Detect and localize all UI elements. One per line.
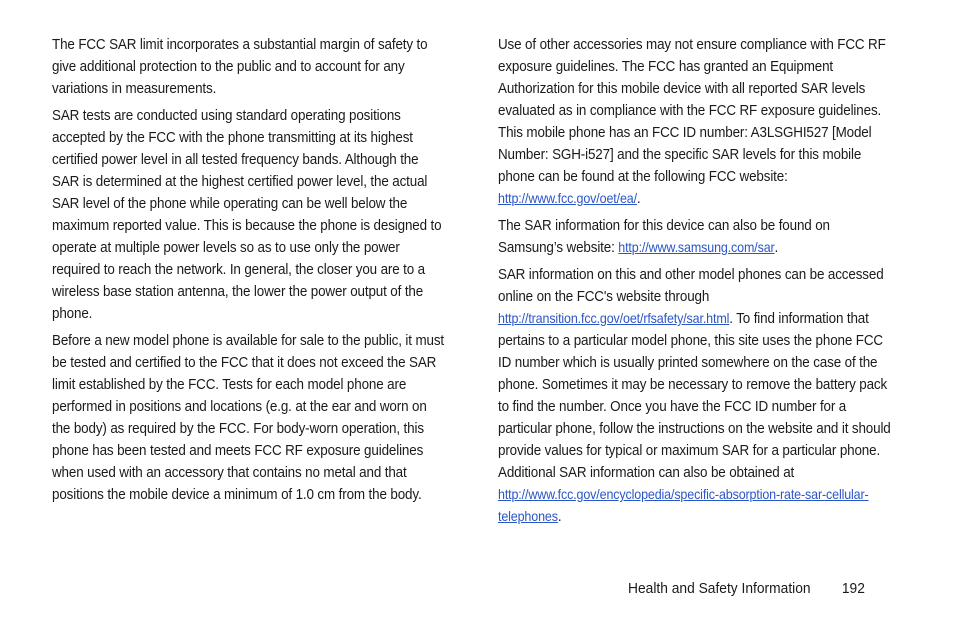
left-column [52, 34, 448, 511]
paragraph-certification: Before a new model phone is available for sale to the public, it must be tested and certified to the FCC that it does not exceed the SAR limit established by the FCC. Tests for each model phone are performed in positions and locations (e.g. at the ear and worn on the body) as required by the FCC. For body-worn operation, this phone has been tested and meets FCC RF exposure guidelines when used with an accessory that contains no metal and that positions the mobile device a minimum of 1.0 cm from the body. [52, 333, 445, 503]
paragraph-sar-info [498, 264, 894, 528]
samsung-sar-link[interactable]: http://www.samsung.com/sar [618, 240, 775, 255]
footer-section-title: Health and Safety Information [628, 580, 811, 597]
fcc-encyclopedia-link[interactable]: http://www.fcc.gov/encyclopedia/specific-absorption-rate-sar-cellular-telephones [498, 487, 869, 524]
samsung-sar-end: . [774, 240, 779, 256]
sar-info-end: . [557, 509, 562, 525]
page-footer [628, 578, 865, 600]
paragraph-sar-tests: SAR tests are conducted using standard operating positions accepted by the FCC with the phone transmitting at its highest certified power level in all tested frequency bands. Although the SAR is determined at the highest certified power level, the actual SAR level of the phone while operating can be well below the maximum reported value. This is because the phone is designed to operate at multiple power levels so as to use only the power required to reach the network. In general, the closer you are to a wireless base station antenna, the lower the power output of the phone. [52, 108, 442, 322]
accessories-end: . [636, 191, 641, 207]
accessories-text: Use of other accessories may not ensure compliance with FCC RF exposure guidelines. The FCC has granted an Equipment Authorization for this mobile device with all reported SAR levels evaluated as in compliance with the FCC RF exposure guidelines. This mobile phone has an FCC ID number: A3LSGHI527 [Model Number: SGH-i527] and the specific SAR levels for this mobile phone can be found at the following FCC website: [498, 37, 886, 185]
samsung-sar-text: The SAR information for this device can also be found on Samsung’s website: [498, 218, 830, 256]
sar-info-text: SAR information on this and other model phones can be accessed online on the FCC's website through [498, 267, 884, 305]
right-column [498, 34, 894, 533]
paragraph-sar-limit: The FCC SAR limit incorporates a substantial margin of safety to give additional protection to the public and to account for any variations in measurements. [52, 37, 428, 97]
paragraph-accessories [498, 34, 894, 210]
paragraph-samsung-sar [498, 215, 894, 259]
fcc-rfsafety-link[interactable]: http://transition.fcc.gov/oet/rfsafety/sar.html [498, 311, 730, 326]
page-number: 192 [841, 580, 865, 597]
fcc-ea-link[interactable]: http://www.fcc.gov/oet/ea/ [498, 191, 637, 206]
sar-info-mid: . To find information that pertains to a particular model phone, this site uses the phone FCC ID number which is usually printed somewhere on the case of the phone. Sometimes it may be necessary to remove the battery pack to find the number. Once you have the FCC ID number for a particular phone, follow the instructions on the website and it should provide values for typical or maximum SAR for a particular phone. Additional SAR information can also be obtained at [498, 311, 891, 481]
